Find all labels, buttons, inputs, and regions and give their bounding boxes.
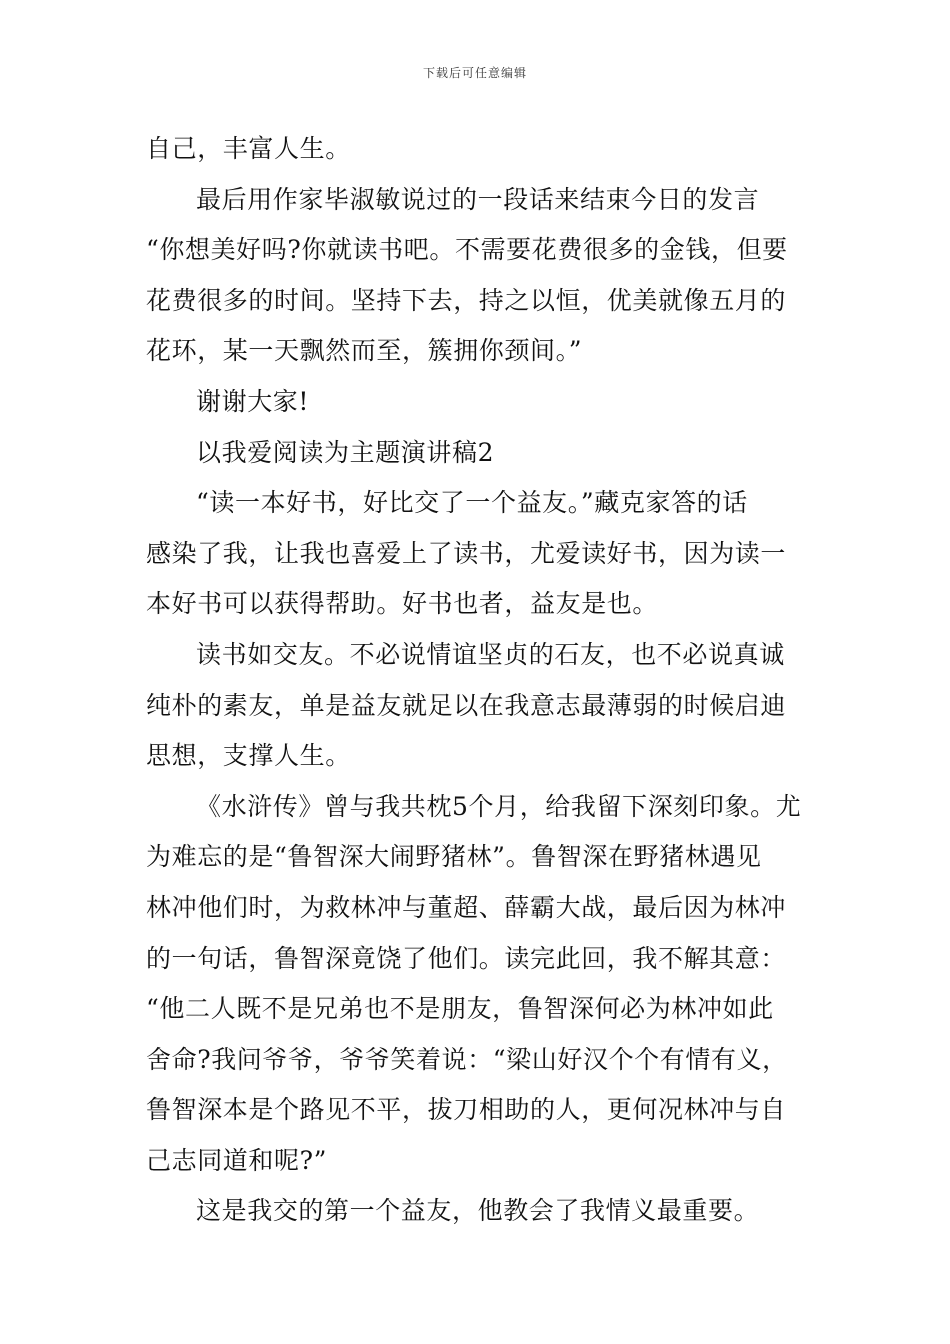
document-body — [146, 124, 808, 1237]
text-line: “他二人既不是兄弟也不是朋友，鲁智深何必为林冲如此 — [146, 994, 774, 1024]
text-line: 鲁智深本是个路见不平，拔刀相助的人，更何况林冲与自 — [146, 1095, 787, 1125]
text-line: 纯朴的素友，单是益友就足以在我意志最薄弱的时候启迪 — [146, 690, 787, 720]
text-line: 花环，某一天飘然而至，簇拥你颈间。” — [146, 336, 583, 366]
text-line: 本好书可以获得帮助。好书也者，益友是也。 — [146, 589, 659, 619]
text-line: 为难忘的是“鲁智深大闹野猪林”。鲁智深在野猪林遇见 — [146, 842, 762, 872]
text-line: 这是我交的第一个益友，他教会了我情义最重要。 — [196, 1196, 760, 1226]
text-line: 舍命?我问爷爷，爷爷笑着说：“梁山好汉个个有情有义， — [146, 1044, 788, 1074]
text-line: 感染了我，让我也喜爱上了读书，尤爱读好书，因为读一 — [146, 538, 787, 568]
text-line: “读一本好书，好比交了一个益友。”藏克家答的话 — [196, 488, 748, 518]
text-line: “你想美好吗?你就读书吧。不需要花费很多的金钱，但要 — [146, 235, 788, 265]
text-line: 《水浒传》曾与我共枕5个月，给我留下深刻印象。尤 — [196, 791, 802, 821]
text-line: 的一句话，鲁智深竟饶了他们。读完此回，我不解其意： — [146, 943, 787, 973]
text-line: 最后用作家毕淑敏说过的一段话来结束今日的发言 — [196, 184, 760, 214]
page-header: 下载后可任意编辑 — [422, 66, 527, 80]
text-line: 花费很多的时间。坚持下去，持之以恒，优美就像五月的 — [146, 285, 787, 315]
text-line: 思想，支撑人生。 — [146, 741, 351, 771]
text-line: 林冲他们时，为救林冲与董超、薛霸大战，最后因为林冲 — [146, 892, 787, 922]
text-line: 以我爱阅读为主题演讲稿2 — [196, 437, 495, 467]
text-line: 读书如交友。不必说情谊坚贞的石友，也不必说真诚 — [196, 639, 785, 669]
text-line: 谢谢大家! — [196, 386, 310, 416]
text-line: 自己，丰富人生。 — [146, 134, 351, 163]
text-line: 己志同道和呢?” — [146, 1145, 327, 1175]
